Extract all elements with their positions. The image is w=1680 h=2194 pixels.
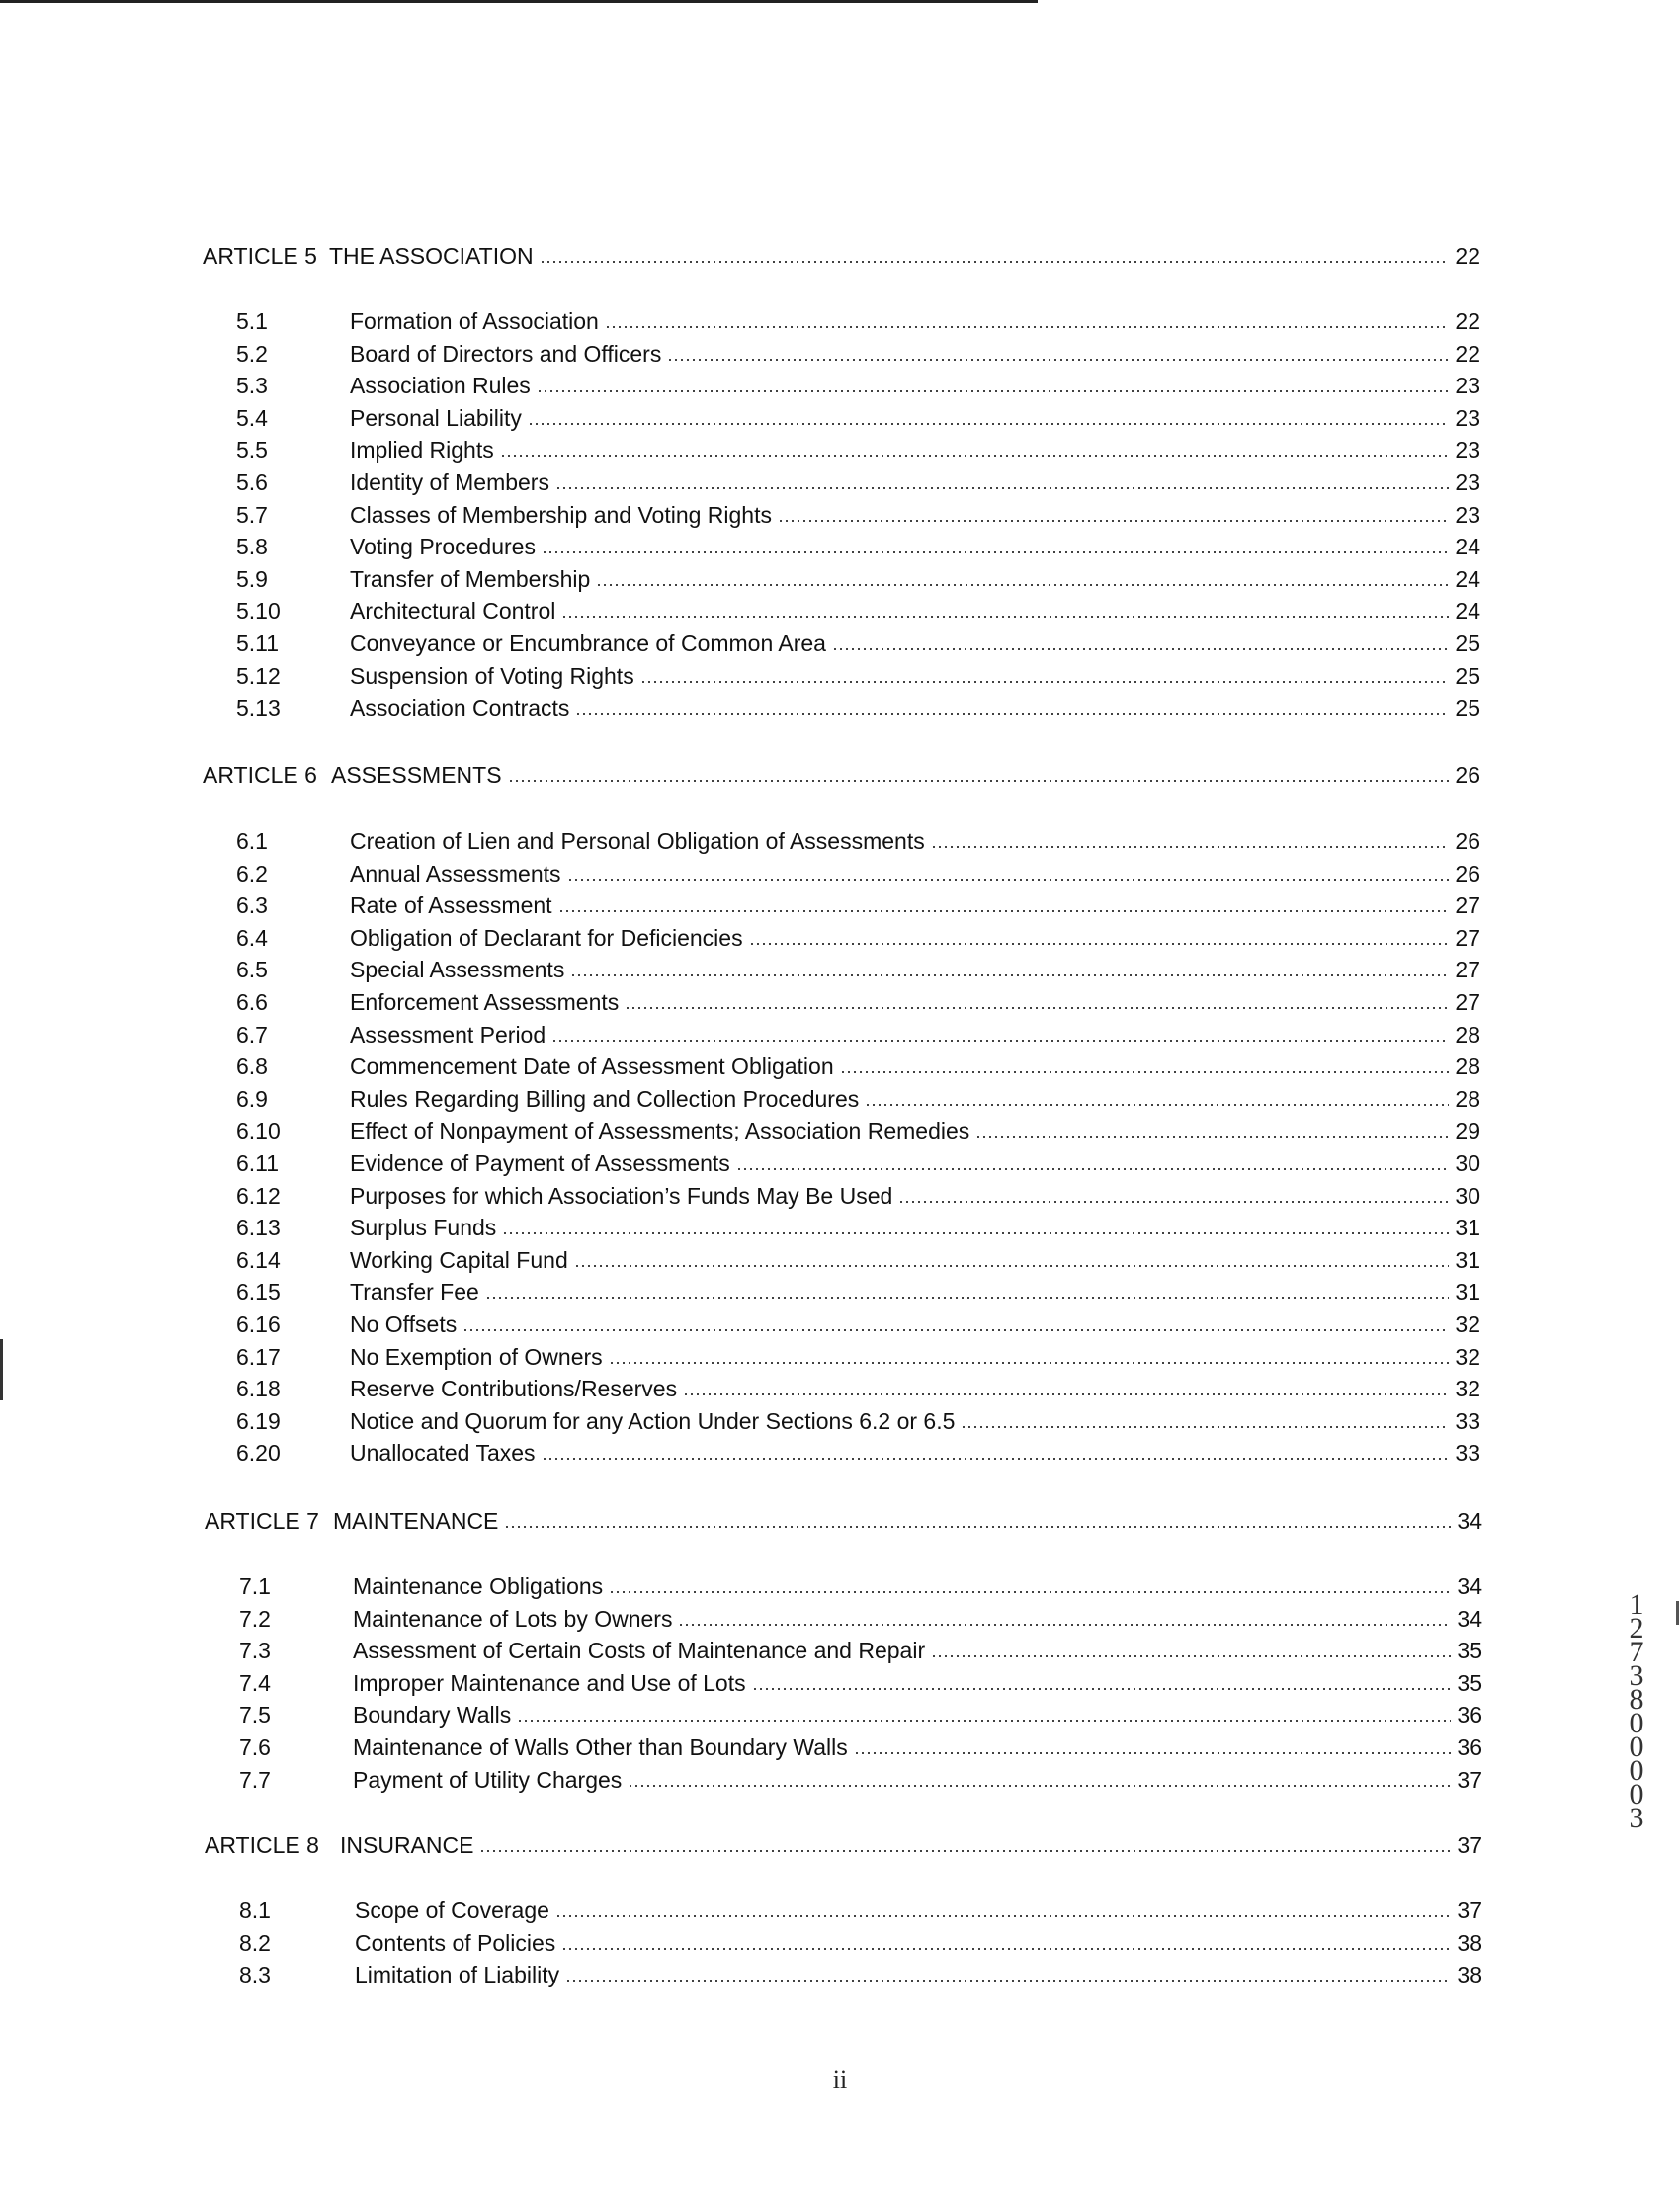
section-page-number: 23 [1455,469,1480,495]
toc-entry [236,592,1480,624]
dot-leader [542,1458,1449,1460]
section-page-number: 25 [1455,695,1480,720]
section-number: 6.3 [236,892,268,918]
vertical-document-number: 12738 00003 [1629,1588,1644,1834]
dot-leader [840,1071,1449,1073]
article-label: ARTICLE 6 [203,762,317,788]
toc-entry [236,496,1480,528]
section-title: Formation of Association [350,308,599,334]
section-number: 8.1 [239,1898,271,1923]
section-title: Contents of Policies [355,1930,556,1956]
section-page-number: 25 [1455,631,1480,656]
section-page-number: 28 [1455,1022,1480,1048]
section-number: 8.2 [239,1930,271,1956]
dot-leader [528,423,1449,425]
section-title: Boundary Walls [353,1702,512,1728]
toc-entry [236,1402,1480,1434]
section-page-number: 27 [1455,957,1480,982]
dot-leader [609,1591,1451,1593]
section-title: Maintenance of Lots by Owners [353,1606,673,1632]
section-title: Voting Procedures [350,534,536,559]
toc-entry [239,1696,1482,1728]
section-title: Identity of Members [350,469,549,495]
section-page-number: 28 [1455,1086,1480,1112]
dot-leader [479,1850,1451,1852]
section-title: Assessment of Certain Costs of Maintenance and Repair [353,1638,926,1663]
toc-entry [236,1016,1480,1048]
section-number: 5.7 [236,502,268,528]
dot-leader [961,1426,1449,1428]
section-number: 6.13 [236,1215,281,1240]
dot-leader [975,1136,1449,1138]
dot-leader [517,1720,1451,1722]
section-number: 6.15 [236,1279,281,1305]
section-page-number: 24 [1455,534,1480,559]
dot-leader [640,681,1449,683]
article-heading [203,756,1480,788]
section-page-number: 33 [1455,1440,1480,1466]
dot-leader [749,943,1449,945]
article-heading [205,1502,1482,1534]
section-title: Suspension of Voting Rights [350,663,634,689]
section-page-number: 27 [1455,989,1480,1015]
section-page-number: 34 [1457,1606,1482,1632]
section-title: Annual Assessments [350,861,561,886]
section-title: Maintenance Obligations [353,1573,604,1599]
toc-entry [236,1112,1480,1143]
article-label: ARTICLE 5 [203,243,317,269]
toc-entry [236,1144,1480,1176]
section-number: 5.4 [236,405,268,431]
dot-leader [625,1007,1449,1009]
dot-leader [542,551,1449,553]
section-number: 6.19 [236,1408,281,1434]
section-page-number: 37 [1457,1767,1482,1793]
dot-leader [683,1393,1449,1395]
section-page-number: 31 [1455,1247,1480,1273]
section-page-number: 28 [1455,1054,1480,1079]
section-number: 6.17 [236,1344,281,1370]
section-page-number: 32 [1455,1376,1480,1401]
section-number: 7.2 [239,1606,271,1632]
section-title: Unallocated Taxes [350,1440,536,1466]
dot-leader [537,390,1449,392]
section-page-number: 26 [1455,828,1480,854]
toc-entry [236,689,1480,720]
section-title: Board of Directors and Officers [350,341,662,367]
section-number: 6.9 [236,1086,268,1112]
section-title: Personal Liability [350,405,522,431]
dot-leader [898,1201,1449,1203]
toc-entry [236,1370,1480,1401]
section-number: 7.4 [239,1670,271,1696]
dot-leader [565,1980,1451,1982]
dot-leader [575,713,1449,715]
dot-leader [462,1329,1449,1331]
toc-entry [236,464,1480,495]
section-page-number: 23 [1455,405,1480,431]
section-page-number: 32 [1455,1311,1480,1337]
section-number: 7.5 [239,1702,271,1728]
section-title: Commencement Date of Assessment Obligation [350,1054,834,1079]
article-heading [203,237,1480,269]
section-title: Notice and Quorum for any Action Under Sections 6.2 or 6.5 [350,1408,956,1434]
page-number: ii [832,2066,848,2094]
toc-entry [239,1632,1482,1663]
section-number: 6.10 [236,1118,281,1143]
section-title: Limitation of Liability [355,1962,560,1987]
section-page-number: 36 [1457,1734,1482,1760]
toc-entry [236,657,1480,689]
toc-entry [236,528,1480,559]
toc-entry [239,1729,1482,1760]
section-number: 7.1 [239,1573,271,1599]
dot-leader [485,1297,1449,1299]
section-title: Architectural Control [350,598,556,624]
section-page-number: 25 [1455,663,1480,689]
section-number: 6.1 [236,828,268,854]
toc-entry [236,302,1480,334]
toc-entry [236,951,1480,982]
section-page-number: 29 [1455,1118,1480,1143]
section-title: No Exemption of Owners [350,1344,603,1370]
toc-entry [236,625,1480,656]
section-page-number: 31 [1455,1215,1480,1240]
article-title: THE ASSOCIATION [329,243,534,269]
section-title: Assessment Period [350,1022,546,1048]
toc-entry [236,399,1480,431]
article-page-number: 37 [1457,1832,1482,1858]
section-page-number: 38 [1457,1930,1482,1956]
section-number: 6.12 [236,1183,281,1209]
section-number: 5.3 [236,373,268,398]
dot-leader [555,1915,1451,1917]
section-page-number: 32 [1455,1344,1480,1370]
toc-entry [236,1306,1480,1337]
dot-leader [567,879,1449,881]
dot-leader [865,1104,1449,1106]
section-number: 5.9 [236,566,268,592]
article-page-number: 26 [1455,762,1480,788]
section-page-number: 27 [1455,892,1480,918]
section-title: No Offsets [350,1311,458,1337]
dot-leader [558,910,1449,912]
section-page-number: 35 [1457,1638,1482,1663]
section-title: Purposes for which Association’s Funds May Be Used [350,1183,893,1209]
section-page-number: 35 [1457,1670,1482,1696]
section-title: Rate of Assessment [350,892,552,918]
toc-entry [239,1664,1482,1696]
section-title: Enforcement Assessments [350,989,620,1015]
article-title: MAINTENANCE [333,1508,499,1534]
dot-leader [931,846,1449,848]
section-number: 5.1 [236,308,268,334]
section-page-number: 23 [1455,373,1480,398]
section-number: 5.5 [236,437,268,463]
dot-leader [678,1624,1451,1626]
section-page-number: 37 [1457,1898,1482,1923]
toc-entry [239,1761,1482,1793]
section-number: 7.7 [239,1767,271,1793]
section-title: Surplus Funds [350,1215,497,1240]
article-label: ARTICLE 8 [205,1832,319,1858]
section-page-number: 30 [1455,1183,1480,1209]
section-number: 5.12 [236,663,281,689]
section-title: Conveyance or Encumbrance of Common Area [350,631,826,656]
dot-leader [504,1526,1451,1528]
dot-leader [609,1362,1449,1364]
dot-leader [555,487,1449,489]
dot-leader [832,648,1449,650]
dot-leader [508,780,1449,782]
toc-entry [236,1048,1480,1079]
section-number: 5.6 [236,469,268,495]
toc-entry [236,560,1480,592]
section-number: 5.10 [236,598,281,624]
dot-leader [502,1232,1449,1234]
toc-entry [239,1924,1482,1956]
section-title: Maintenance of Walls Other than Boundary Walls [353,1734,848,1760]
toc-entry [239,1956,1482,1987]
toc-entry [236,1338,1480,1370]
section-title: Transfer Fee [350,1279,479,1305]
section-title: Association Contracts [350,695,570,720]
section-page-number: 22 [1455,341,1480,367]
section-number: 6.7 [236,1022,268,1048]
toc-entry [236,1434,1480,1466]
section-title: Improper Maintenance and Use of Lots [353,1670,746,1696]
section-title: Effect of Nonpayment of Assessments; Association Remedies [350,1118,970,1143]
section-title: Special Assessments [350,957,565,982]
toc-entry [236,1241,1480,1273]
section-title: Transfer of Membership [350,566,591,592]
section-title: Implied Rights [350,437,494,463]
section-number: 6.6 [236,989,268,1015]
section-number: 5.2 [236,341,268,367]
article-page-number: 34 [1457,1508,1482,1534]
section-page-number: 27 [1455,925,1480,951]
toc-entry [236,886,1480,918]
section-title: Obligation of Declarant for Deficiencies [350,925,743,951]
section-number: 7.3 [239,1638,271,1663]
dot-leader [570,974,1449,976]
article-label: ARTICLE 7 [205,1508,319,1534]
dot-leader [778,520,1449,522]
section-page-number: 30 [1455,1150,1480,1176]
dot-leader [628,1785,1451,1787]
section-page-number: 34 [1457,1573,1482,1599]
section-title: Scope of Coverage [355,1898,549,1923]
section-page-number: 24 [1455,598,1480,624]
toc-entry [236,431,1480,463]
dot-leader [752,1688,1451,1690]
dot-leader [605,326,1449,328]
toc-entry [239,1600,1482,1632]
toc-entry [236,1080,1480,1112]
article-page-number: 22 [1455,243,1480,269]
section-title: Reserve Contributions/Reserves [350,1376,678,1401]
dot-leader [561,1948,1451,1950]
section-number: 6.14 [236,1247,281,1273]
dot-leader [667,359,1449,361]
toc-entry [239,1892,1482,1923]
dot-leader [574,1265,1449,1267]
article-heading [205,1826,1482,1858]
section-title: Evidence of Payment of Assessments [350,1150,730,1176]
section-page-number: 23 [1455,502,1480,528]
section-title: Payment of Utility Charges [353,1767,623,1793]
toc-entry [236,919,1480,951]
section-number: 6.2 [236,861,268,886]
dot-leader [736,1168,1449,1170]
section-title: Rules Regarding Billing and Collection Procedures [350,1086,860,1112]
section-page-number: 36 [1457,1702,1482,1728]
toc-entry [239,1567,1482,1599]
toc-entry [236,335,1480,367]
section-page-number: 24 [1455,566,1480,592]
toc-entry [236,855,1480,886]
section-number: 5.11 [236,631,280,656]
section-title: Association Rules [350,373,531,398]
toc-entry [236,1177,1480,1209]
section-page-number: 31 [1455,1279,1480,1305]
section-number: 6.18 [236,1376,281,1401]
toc-entry [236,1273,1480,1305]
section-page-number: 23 [1455,437,1480,463]
toc-entry [236,822,1480,854]
section-number: 6.5 [236,957,268,982]
dot-leader [561,616,1449,618]
section-page-number: 33 [1455,1408,1480,1434]
section-number: 6.20 [236,1440,281,1466]
dot-leader [596,584,1449,586]
section-number: 6.4 [236,925,268,951]
section-number: 7.6 [239,1734,271,1760]
section-title: Working Capital Fund [350,1247,568,1273]
section-number: 8.3 [239,1962,271,1987]
toc-entry [236,1209,1480,1240]
dot-leader [500,455,1449,457]
section-number: 6.16 [236,1311,281,1337]
dot-leader [931,1655,1451,1657]
section-number: 6.8 [236,1054,268,1079]
article-title: ASSESSMENTS [331,762,502,788]
section-number: 5.8 [236,534,268,559]
toc-entry [236,983,1480,1015]
dot-leader [854,1752,1451,1754]
section-number: 5.13 [236,695,281,720]
section-page-number: 26 [1455,861,1480,886]
section-title: Classes of Membership and Voting Rights [350,502,772,528]
section-number: 6.11 [236,1150,280,1176]
dot-leader [551,1040,1449,1042]
section-page-number: 22 [1455,308,1480,334]
article-title: INSURANCE [340,1832,474,1858]
dot-leader [540,261,1449,263]
toc-entry [236,367,1480,398]
section-title: Creation of Lien and Personal Obligation of Assessments [350,828,925,854]
section-page-number: 38 [1457,1962,1482,1987]
